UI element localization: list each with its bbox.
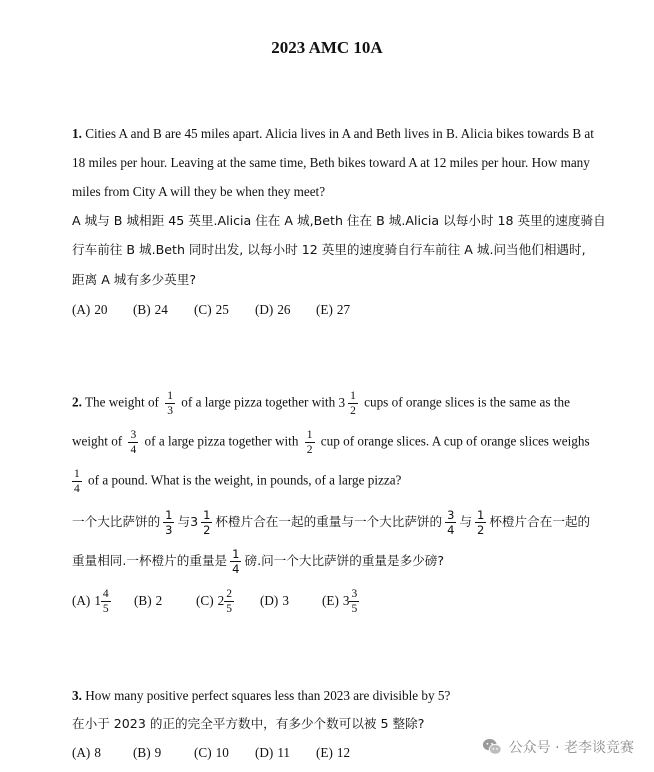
q2-line-2: weight of $\frac{3}{4}$ of a large pizza together with $\frac{1}{2}$ cup of orange slices. A cup of orange slices weighs	[72, 429, 590, 456]
q2-zh-line-2: 重量相同.一杯橙片的重量是 $\frac{1}{4}$ 磅.问一个大比萨饼的重量是多少磅?	[72, 547, 445, 576]
q2-option-e: (E) 3 $\frac{3}{5}$	[322, 588, 358, 615]
mixed-number: 3 $\frac{1}{2}$	[190, 508, 211, 537]
fraction: $\frac{1}{2}$	[306, 429, 313, 456]
q1-en-text-1: Cities A and B are 45 miles apart. Alicia lives in A and Beth lives in B. Alicia bikes towards B at	[85, 126, 594, 141]
fraction: $\frac{3}{4}$	[130, 429, 137, 456]
watermark	[481, 736, 634, 758]
fraction: $\frac{1}{4}$	[232, 547, 240, 576]
q1-options	[72, 300, 350, 320]
q3-option-e: (E) 12	[316, 745, 351, 760]
q1-option-b: (B) 24	[133, 302, 168, 317]
fraction: $\frac{1}{3}$	[167, 390, 173, 417]
q2-option-a: (A) 1 $\frac{4}{5}$	[72, 588, 109, 615]
q1-line-1	[72, 124, 594, 144]
q3-option-b: (B) 9	[133, 745, 162, 760]
q1-option-e: (E) 27	[316, 302, 351, 317]
q1-zh-line-2: 行车前往 B 城.Beth 同时出发, 以每小时 12 英里的速度骑自行车前往 A 城.问当他们相遇时,	[72, 242, 586, 257]
q3-number: 3.	[72, 688, 82, 703]
watermark-text: 公众号 · 老李谈竞赛	[508, 740, 634, 756]
q2-option-c: (C) 2 $\frac{2}{5}$	[196, 588, 232, 615]
q3-options	[72, 743, 350, 763]
fraction: $\frac{1}{4}$	[74, 468, 80, 495]
q1-line-2: 18 miles per hour. Leaving at the same time, Beth bikes toward A at 12 miles per hour. How many	[72, 155, 590, 170]
q2-line-1: 2. The weight of $\frac{1}{3}$ of a large pizza together with 3 $\frac{1}{2}$ cups of orange slices is the same as the	[72, 390, 570, 417]
q2-number: 2.	[72, 394, 82, 410]
fraction: $\frac{1}{3}$	[165, 508, 173, 537]
q3-zh-line-1: 在小于 2023 的正的完全平方数中，有多少个数可以被 5 整除?	[72, 716, 425, 731]
q2-zh-line-1: 一个大比萨饼的 $\frac{1}{3}$ 与3 $\frac{1}{2}$ 杯橙片合在一起的重量与一个大比萨饼的 $\frac{3}{4}$ 与 $\frac{1}{2}$ 杯橙片合在一起的	[72, 508, 591, 537]
q1-line-3: miles from City A will they be when they meet?	[72, 184, 326, 199]
q2-option-d: (D) 3	[260, 592, 289, 608]
q1-zh-line-3: 距离 A 城有多少英里?	[72, 272, 197, 287]
page-title: 2023 AMC 10A	[271, 38, 383, 57]
q2-options	[72, 588, 362, 615]
q1-number: 1.	[72, 126, 82, 141]
q1-option-c: (C) 25	[194, 302, 229, 317]
q1-zh-line-1: A 城与 B 城相距 45 英里.Alicia 住在 A 城,Beth 住在 B 城.Alicia 以每小时 18 英里的速度骑自	[72, 213, 606, 228]
q2-option-b: (B) 2	[134, 592, 163, 608]
q3-option-c: (C) 10	[194, 745, 229, 760]
q3-option-d: (D) 11	[255, 745, 291, 760]
q3-line-1: 3. How many positive perfect squares less than 2023 are divisible by 5?	[72, 688, 451, 703]
fraction: $\frac{3}{4}$	[447, 508, 455, 537]
wechat-icon	[481, 736, 503, 758]
q2-line-3: $\frac{1}{4}$ of a pound. What is the weight, in pounds, of a large pizza?	[74, 468, 402, 495]
fraction: $\frac{1}{2}$	[477, 508, 485, 537]
q3-option-a: (A) 8	[72, 745, 101, 760]
mixed-number: 3 $\frac{1}{2}$	[338, 390, 356, 417]
q1-option-d: (D) 26	[255, 302, 291, 317]
q1-option-a: (A) 20	[72, 302, 108, 317]
